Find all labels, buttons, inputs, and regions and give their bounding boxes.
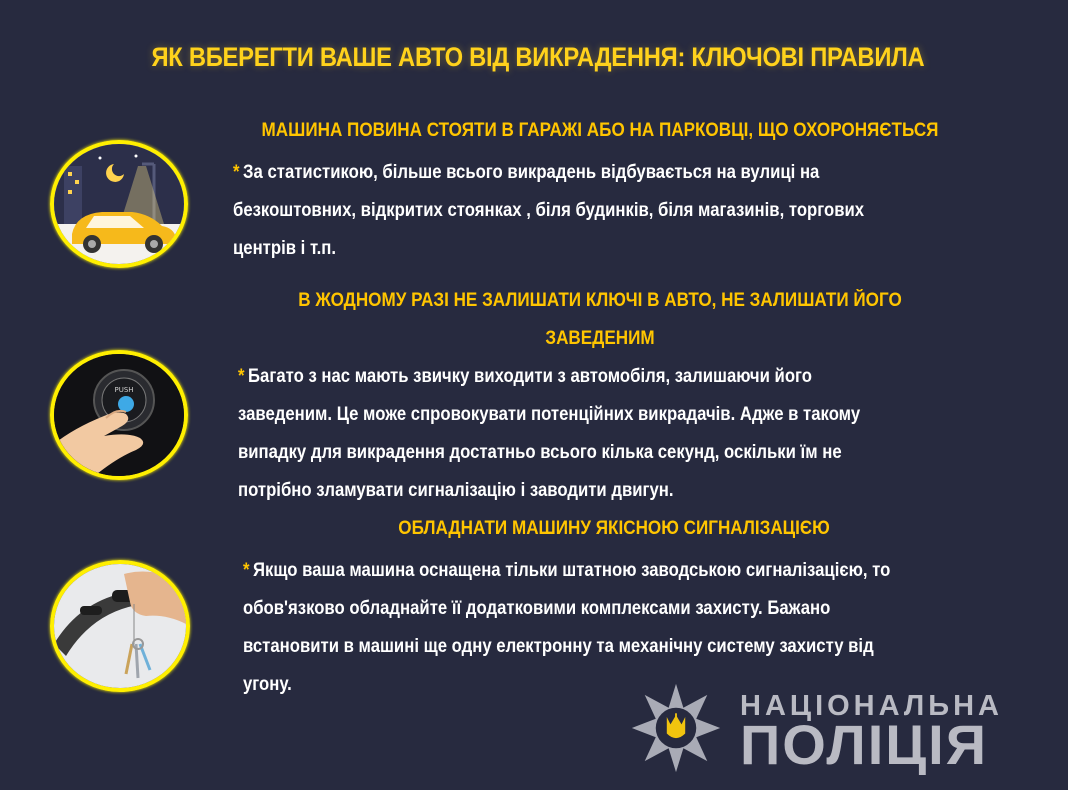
- logo-line-2: ПОЛІЦІЯ: [740, 713, 988, 776]
- section-3-line-1: * Якщо ваша машина оснащена тільки штатною заводською сигналізацією, то: [243, 560, 891, 581]
- section-3-text: [243, 552, 890, 704]
- section-2-text: [238, 358, 860, 510]
- section-2-line-2: заведеним. Це може спровокувати потенційних викрадачів. Адже в такому: [238, 404, 861, 425]
- section-3-heading: ОБЛАДНАТИ МАШИНУ ЯКІСНОЮ СИГНАЛІЗАЦІЄЮ: [398, 518, 830, 539]
- page-title: ЯК ВБЕРЕГТИ ВАШЕ АВТО ВІД ВИКРАДЕННЯ: КЛЮЧОВІ ПРАВИЛА: [151, 42, 925, 72]
- section-2-heading-line-1: В ЖОДНОМУ РАЗІ НЕ ЗАЛИШАТИ КЛЮЧІ В АВТО, НЕ ЗАЛИШАТИ ЙОГО: [298, 290, 902, 311]
- bullet-marker: *: [243, 560, 250, 581]
- bullet-marker: *: [233, 162, 240, 183]
- svg-text:PUSH: PUSH: [114, 386, 134, 394]
- section-1-text: [233, 154, 864, 268]
- car-at-night-icon: [50, 140, 188, 268]
- section-1-line-1: * За статистикою, більше всього викрадень відбувається на вулиці на: [233, 162, 820, 183]
- section-2-heading-line-2: ЗАВЕДЕНИМ: [545, 328, 655, 349]
- section-2-line-4: потрібно зламувати сигналізацію і заводити двигун.: [238, 480, 674, 501]
- section-1-line-3: центрів і т.п.: [233, 238, 337, 259]
- bullet-marker: *: [238, 366, 245, 387]
- section-1-line-2: безкоштовних, відкритих стоянках , біля будинків, біля магазинів, торгових: [233, 200, 865, 221]
- section-1-heading: МАШИНА ПОВИНА СТОЯТИ В ГАРАЖІ АБО НА ПАРКОВЦІ, ЩО ОХОРОНЯЄТЬСЯ: [261, 120, 939, 141]
- section-2-line-3: випадку для викрадення достатньо всього кілька секунд, оскільки їм не: [238, 442, 842, 463]
- push-start-button-icon: [50, 350, 188, 480]
- car-keys-icon: [50, 560, 190, 692]
- section-3-line-2: обов'язково обладнайте її додатковими комплексами захисту. Бажано: [243, 598, 831, 619]
- section-3-line-3: встановити в машині ще одну електронну та механічну систему захисту від: [243, 636, 874, 657]
- police-star-emblem-icon: [630, 682, 722, 774]
- section-2-line-1: * Багато з нас мають звичку виходити з автомобіля, залишаючи його: [238, 366, 813, 387]
- logo-line-1: НАЦІОНАЛЬНА: [740, 690, 1004, 722]
- section-3-line-4: угону.: [243, 674, 292, 695]
